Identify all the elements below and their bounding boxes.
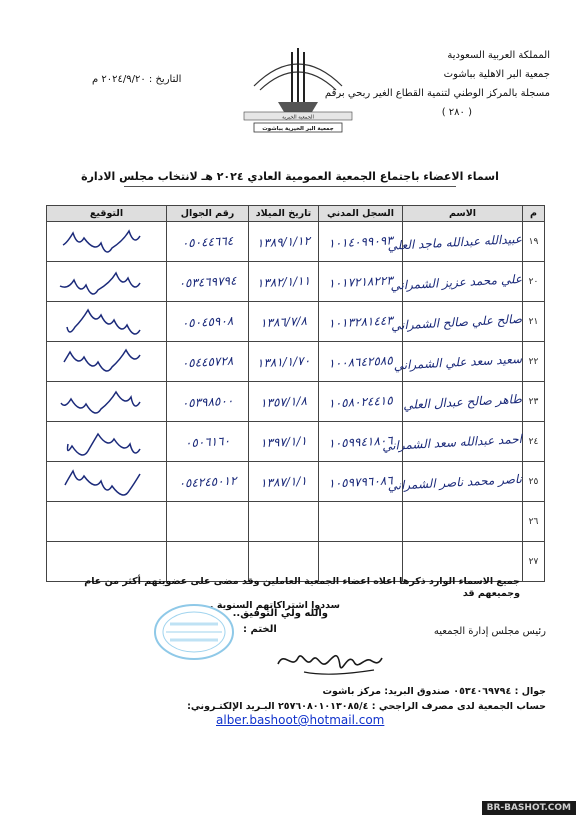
cell-signature xyxy=(47,422,167,462)
association-logo xyxy=(234,46,362,136)
official-stamp xyxy=(152,602,236,662)
cell-signature xyxy=(47,462,167,502)
cell-member-name xyxy=(381,422,523,462)
col-header-mobile: رقم الجوال xyxy=(167,206,249,222)
cell-civil-id xyxy=(319,222,403,262)
cell-member-name xyxy=(403,502,523,542)
logo-text-bottom: جمعية البر الخيرية بباشوت xyxy=(262,126,334,132)
cell-member-name xyxy=(387,462,523,502)
birth-date-handwritten: ١٣٩٧/١/١ xyxy=(259,433,308,450)
date-block xyxy=(92,74,181,85)
cell-signature xyxy=(47,382,167,422)
mobile-number-handwritten: ٠٥٣٤٦٩٧٩٤ xyxy=(178,272,237,291)
civil-id-handwritten: ١٠٥٩٧٩٦٠٨٦ xyxy=(327,472,394,491)
mobile-number-handwritten xyxy=(167,559,248,563)
civil-id-handwritten: ١٠٥٩٩٤١٨٠٦ xyxy=(327,432,394,451)
cell-mobile-number xyxy=(167,382,249,422)
cell-member-name xyxy=(390,262,523,302)
cell-signature xyxy=(47,222,167,262)
cell-mobile-number xyxy=(167,302,249,342)
col-header-civil-id: السجل المدني xyxy=(319,206,403,222)
cell-row-number: ٢٣ xyxy=(523,382,545,422)
table-row xyxy=(47,422,545,462)
members-table xyxy=(46,205,545,582)
civil-id-handwritten: ١٠١٧٢١٨٢٢٣ xyxy=(327,272,394,291)
mobile-number-handwritten: ٠٥٠٦١٦٠ xyxy=(184,433,231,450)
member-signature-mark xyxy=(46,302,166,341)
cell-row-number: ١٩ xyxy=(523,222,545,262)
birth-date-handwritten xyxy=(249,520,318,524)
cell-civil-id xyxy=(319,302,403,342)
cell-signature xyxy=(47,502,167,542)
mobile-number-handwritten xyxy=(167,519,248,523)
cell-civil-id xyxy=(319,262,403,302)
closing-phrase: والله ولي التوفيق.. xyxy=(232,608,328,619)
org-line-1: المملكة العربية السعودية xyxy=(447,50,550,61)
member-name-handwritten: ناصر محمد ناصر الشمراني xyxy=(387,471,523,493)
member-signature-mark xyxy=(46,422,166,461)
stamp-label: الختم : xyxy=(243,624,277,635)
cell-birth-date xyxy=(249,222,319,262)
title-underline xyxy=(124,186,456,187)
contact-line-1: جوال : ٠٥٣٤٠٦٩٧٩٤ صندوق البريد: مركز باشوت xyxy=(322,686,546,697)
stamp-label-text: الختم xyxy=(250,624,277,635)
cell-row-number: ٢٥ xyxy=(523,462,545,502)
cell-birth-date xyxy=(249,382,319,422)
civil-id-handwritten xyxy=(319,559,402,563)
cell-birth-date xyxy=(249,502,319,542)
org-line-4: ( ٢٨٠ ) xyxy=(441,107,472,118)
birth-date-handwritten: ١٣٨٦/٧/٨ xyxy=(259,313,308,330)
mobile-number-handwritten: ٠٥٤٢٤٥٠١٢ xyxy=(178,472,237,491)
logo-text-top: الجمعية الخيرية xyxy=(282,114,314,121)
cell-mobile-number xyxy=(167,262,249,302)
civil-id-handwritten: ١٠١٣٢٨١٤٤٣ xyxy=(327,312,394,331)
document-title: اسماء الاعضاء باجتماع الجمعية العمومية العادي ٢٠٢٤ هـ لانتخاب مجلس الادارة xyxy=(81,170,499,183)
email-link[interactable]: alber.bashoot@hotmail.com xyxy=(216,713,385,727)
table-row xyxy=(47,462,545,502)
cell-signature xyxy=(47,342,167,382)
col-header-signature: التوقيع xyxy=(47,206,167,222)
cell-civil-id xyxy=(319,342,403,382)
cell-signature xyxy=(47,302,167,342)
member-name-handwritten xyxy=(403,558,522,564)
cell-birth-date xyxy=(249,302,319,342)
birth-date-handwritten: ١٣٨٢/١/١١ xyxy=(256,273,311,290)
table-row xyxy=(47,302,545,342)
cell-signature xyxy=(47,262,167,302)
cell-member-name xyxy=(403,382,523,422)
site-watermark: BR-BASHOT.COM xyxy=(482,801,576,815)
cell-civil-id xyxy=(319,502,403,542)
cell-row-number: ٢٠ xyxy=(523,262,545,302)
civil-id-handwritten: ١٠٠٨٦٤٢٥٨٥ xyxy=(327,352,394,371)
org-line-3: مسجلة بالمركز الوطني لتنمية القطاع الغير ربحي برقم xyxy=(324,88,550,99)
chairman-label: رئيس مجلس إدارة الجمعيه xyxy=(433,626,546,637)
org-line-2: جمعية البر الاهلية بباشوت xyxy=(443,69,550,80)
cell-mobile-number xyxy=(167,342,249,382)
cell-civil-id xyxy=(319,422,403,462)
membership-note xyxy=(40,576,520,612)
birth-date-handwritten: ١٣٨٩/١/١٢ xyxy=(256,233,311,250)
birth-date-handwritten: ١٣٥٧/١/٨ xyxy=(259,393,308,410)
contact-line-2: حساب الجمعية لدى مصرف الراجحي : ٢٥٧٦٠٨٠١٠١٣٠٨٥/٤ البـريد الإلكتـروني: xyxy=(187,701,546,712)
cell-row-number: ٢١ xyxy=(523,302,545,342)
cell-birth-date xyxy=(249,462,319,502)
mobile-number-handwritten: ٠٥٤٤٥٧٢٨ xyxy=(181,353,234,370)
cell-mobile-number xyxy=(167,422,249,462)
birth-date-handwritten: ١٣٨١/١/٧٠ xyxy=(256,353,311,370)
table-row xyxy=(47,502,545,542)
birth-date-handwritten xyxy=(249,560,318,564)
birth-date-handwritten: ١٣٨٧/١/١ xyxy=(259,473,308,490)
cell-birth-date xyxy=(249,422,319,462)
mobile-number-handwritten: ٠٥٠٤٥٩٠٨ xyxy=(181,313,234,330)
table-header-row xyxy=(47,206,545,222)
organization-header xyxy=(324,46,550,122)
member-name-handwritten: طاهر صالح عبدال العلي xyxy=(402,391,523,412)
cell-birth-date xyxy=(249,262,319,302)
member-signature-mark xyxy=(46,262,166,301)
table-row xyxy=(47,222,545,262)
note-line-1: جميع الاسماء الوارد ذكرها اعلاه اعضاء الجمعية العاملين وقد مضى على عضويتهم أكثر من عام وجميعهم قد xyxy=(84,576,520,599)
cell-mobile-number xyxy=(167,502,249,542)
contact-info xyxy=(187,684,546,714)
chairman-signature xyxy=(274,640,386,682)
civil-id-handwritten xyxy=(319,519,402,523)
member-signature-mark xyxy=(46,342,166,381)
cell-member-name xyxy=(390,302,523,342)
member-name-handwritten: احمد عبدالله سعد الشمراني xyxy=(381,431,523,453)
date-label: التاريخ : xyxy=(148,74,182,85)
cell-row-number: ٢٦ xyxy=(523,502,545,542)
cell-civil-id xyxy=(319,382,403,422)
cell-member-name xyxy=(387,222,523,262)
col-header-name: الاسم xyxy=(403,206,523,222)
member-name-handwritten: سعيد سعد علي الشمراني xyxy=(393,351,523,373)
cell-member-name xyxy=(393,342,523,382)
cell-mobile-number xyxy=(167,462,249,502)
cell-row-number: ٢٤ xyxy=(523,422,545,462)
cell-mobile-number xyxy=(167,222,249,262)
cell-row-number: ٢٧ xyxy=(523,542,545,582)
table-row xyxy=(47,342,545,382)
date-value: ٢٠٢٤/٩/٢٠ م xyxy=(92,74,146,85)
member-name-handwritten: علي محمد عزيز الشمراني xyxy=(390,271,523,293)
col-header-birth-date: تاريخ الميلاد xyxy=(249,206,319,222)
member-signature-mark xyxy=(46,462,166,501)
note-line-2: سددوا اشتراكاتهم السنوية . xyxy=(209,600,340,611)
col-header-number: م xyxy=(523,206,545,222)
table-row xyxy=(47,382,545,422)
mobile-number-handwritten: ٠٥٠٤٤٦٦٤ xyxy=(181,233,234,250)
cell-row-number: ٢٢ xyxy=(523,342,545,382)
member-signature-mark xyxy=(46,382,166,421)
civil-id-handwritten: ١٠٥٨٠٢٤٤١٥ xyxy=(327,392,394,411)
cell-birth-date xyxy=(249,342,319,382)
civil-id-handwritten: ١٠١٤٠٩٩٠٩٣ xyxy=(327,232,394,251)
table-row xyxy=(47,262,545,302)
mobile-number-handwritten: ٠٥٣٩٨٥٠٠ xyxy=(181,393,234,410)
member-name-handwritten: عبيدالله عبدالله ماجد العلي xyxy=(387,231,523,253)
member-name-handwritten: صالح علي صالح الشمراني xyxy=(390,311,523,333)
document-page xyxy=(12,12,568,807)
cell-civil-id xyxy=(319,462,403,502)
member-name-handwritten xyxy=(403,518,522,524)
member-signature-mark xyxy=(46,222,166,261)
